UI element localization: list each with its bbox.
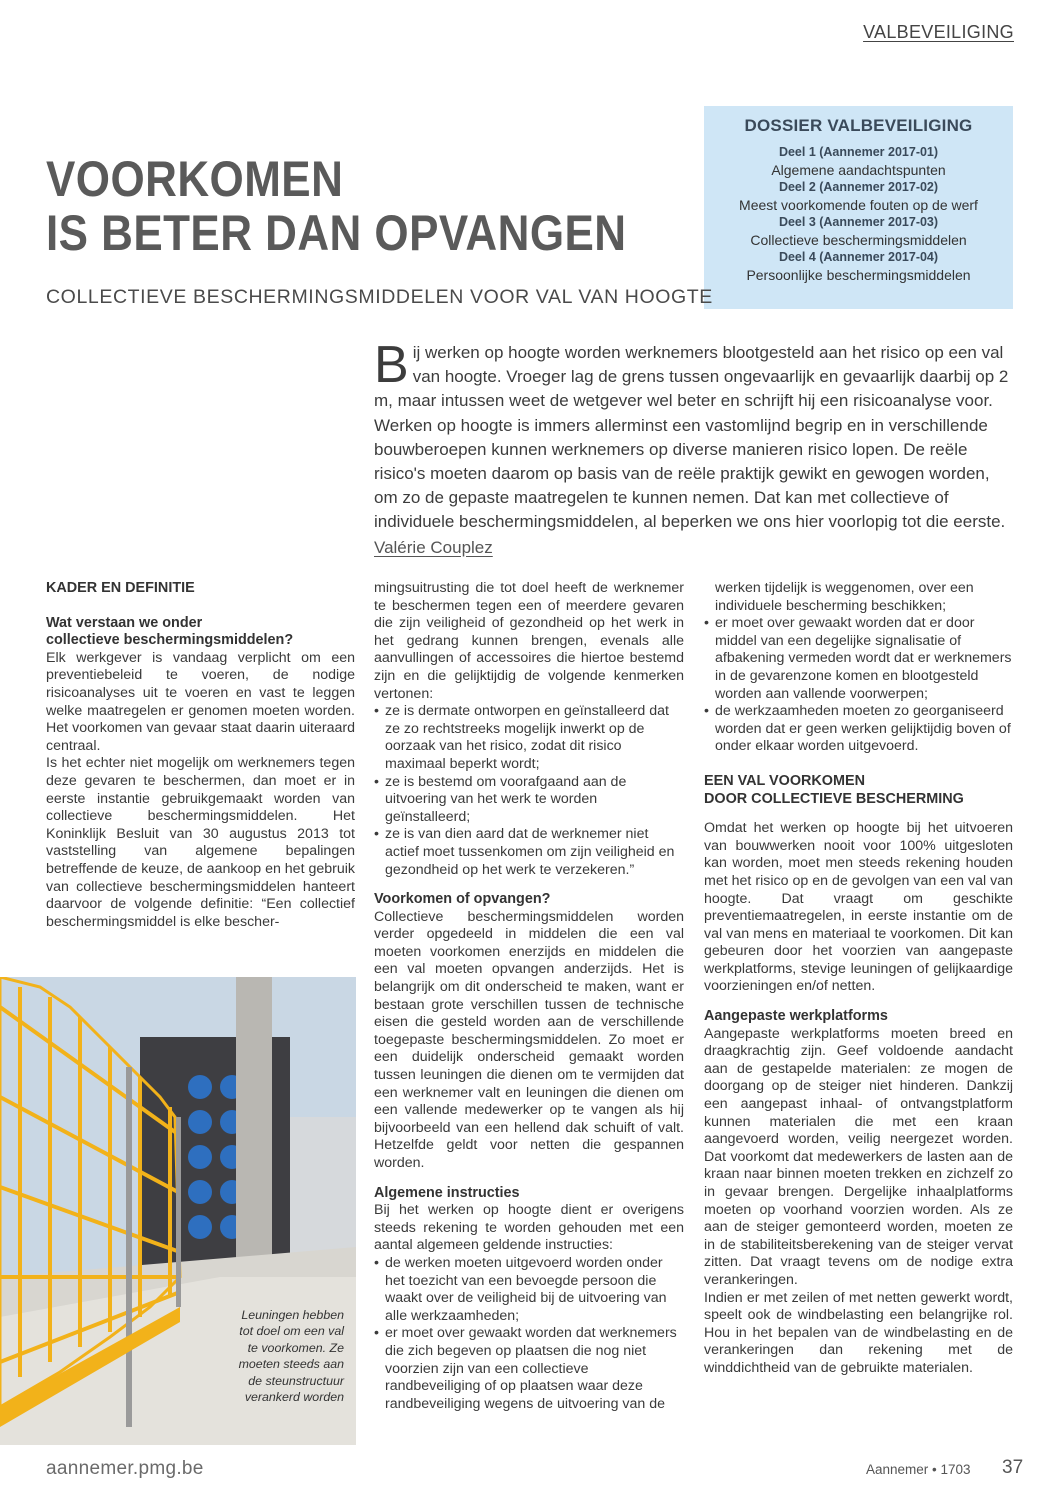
dossier-part-desc: Meest voorkomende fouten op de werf xyxy=(739,197,978,213)
subheading: Voorkomen of opvangen? xyxy=(374,891,551,908)
title-line-1: VOORKOMEN xyxy=(46,151,344,207)
intro-paragraph xyxy=(374,336,1014,535)
footer-url[interactable]: aannemer.pmg.be xyxy=(46,1458,204,1479)
body-paragraph: Is het echter niet mogelijk om werknemers tegen deze gevaren te beschermen, dan moet er in eerste instantie gebruikgemaakt worden van collectieve beschermingsmiddelen. Het Koninklijk Besluit van 30 augustus 2013 tot vaststelling van algemene bepalingen betreffende de keuze, de aankoop en het gebruik van collectieve beschermingsmiddelen hanteert daarvoor de volgende definitie: “Een collectief beschermingsmiddel is elke bescher- xyxy=(46,755,355,930)
body-paragraph: werken tijdelijk is weggenomen, over een individuele bescherming beschikken; xyxy=(715,580,974,614)
list-item: • de werken moeten uitgevoerd worden onder het toezicht van een bevoegde persoon die waakt over de veiligheid bij de uitvoering van alle werkzaamheden; xyxy=(374,1255,684,1325)
list-item: • er moet over gewaakt worden dat er door middel van een degelijke signalisatie of afbakening vermeden wordt dat er werknemers in de gevarenzone komen en blootgesteld worden aan vallende voorwerpen; xyxy=(704,615,1013,703)
list-item: • er moet over gewaakt worden dat werknemers die zich begeven op plaatsen die nog niet voorzien zijn van een collectieve randbeveiliging of op plaatsen waar deze randbeveiliging wegens de uitvoering van de xyxy=(374,1325,684,1413)
list-item: • ze is bestemd om voorafgaand aan de uitvoering van het werk te worden geïnstalleerd; xyxy=(374,774,684,827)
photo-guardrail xyxy=(0,977,356,1445)
section-heading: EEN VAL VOORKOMEN DOOR COLLECTIEVE BESCHERMING xyxy=(704,772,964,807)
dossier-part-desc: Collectieve beschermingsmiddelen xyxy=(750,232,967,248)
bullet-list xyxy=(374,703,684,879)
body-paragraph: Bij het werken op hoogte dient er overigens steeds rekening te worden gehouden met een aantal algemeen geldende instructies: xyxy=(374,1202,684,1254)
bullet-list xyxy=(704,615,1013,756)
drop-cap: B xyxy=(374,336,409,394)
list-item: • ze is dermate ontworpen en geïnstalleerd dat ze zo rechtstreeks mogelijk inwerkt op de oorzaak van het risico, zodat dit risico maximaal beperkt wordt; xyxy=(374,703,684,773)
body-paragraph: Indien er met zeilen of met netten gewerkt wordt, speelt ook de windbelasting een belangrijke rol. Hou in het bepalen van de windbelasting en de verankeringen dan rekening met de winddichtheid van de gebruikte materialen. xyxy=(704,1289,1013,1376)
page-number: 37 xyxy=(1002,1457,1024,1478)
subheading: Aangepaste werkplatforms xyxy=(704,1008,888,1025)
photo-caption: Leuningen hebben tot doel om een val te voorkomen. Ze moeten steeds aan de steunstructuur verankerd worden xyxy=(238,1308,344,1405)
dossier-part-title: Deel 2 (Aannemer 2017-02) xyxy=(778,180,939,194)
body-paragraph: mingsuitrusting die tot doel heeft de werknemer te beschermen tegen een of meerdere gevaren die zijn veiligheid of gezondheid op het werk in het gedrang kunnen brengen, evenals alle aanvullingen of accessoires die hiertoe bestemd zijn en die gelijktijdig de volgende kenmerken vertonen: xyxy=(374,580,684,702)
page-title xyxy=(46,152,626,260)
body-paragraph: Collectieve beschermingsmiddelen worden verder opgedeeld in middelen die een val moeten voorkomen enerzijds en middelen die een val moeten opvangen anderzijds. Het is belangrijk om dit onderscheid te maken, want er bestaan grote verschillen tussen de technische eisen die gesteld worden aan de verschillende toegepaste beschermingsmiddelen. Zo moet er een duidelijk onderscheid gemaakt worden tussen leuningen die dienen om te vermijden dat een werknemer valt en leuningen die dienen om een vallende medewerker op te vangen als hij bijvoorbeeld van een hellend dak schuift of valt. Hetzelfde geldt voor netten die gespannen worden. xyxy=(374,908,684,1171)
dossier-part-title: Deel 1 (Aannemer 2017-01) xyxy=(778,145,939,159)
column-1 xyxy=(46,580,355,931)
dossier-part-title: Deel 4 (Aannemer 2017-04) xyxy=(778,250,939,264)
subheading: Algemene instructies xyxy=(374,1184,520,1201)
column-2 xyxy=(374,580,684,1413)
section-heading: KADER EN DEFINITIE xyxy=(46,580,195,596)
list-item: • ze is van dien aard dat de werknemer niet actief moet tussenkomen om zijn veiligheid en gezondheid op het werk te verzekeren.” xyxy=(374,826,684,879)
section-tag: VALBEVEILIGING xyxy=(863,22,1014,42)
body-paragraph: Omdat het werken op hoogte bij het uitvoeren van bouwwerken nooit voor 100% uitgesloten kan worden, moet men steeds rekening houden met het risico op en de gevolgen van een val van hoogte. Dat vraagt om geschikte preventiemaatregelen, in eerste instantie om de val van mens en materiaal te voorkomen. Dit kan gebeuren door het voorzien van aangepaste werkplatforms, stevige leuningen of gelijkaardige voorzieningen en/of netten. xyxy=(704,820,1013,995)
body-paragraph: Aangepaste werkplatforms moeten breed en draagkrachtig zijn. Geef voldoende aandacht aan de gestapelde materialen: ze mogen de doorgang op de steiger niet hinderen. Dankzij een aangepast inhaal- of ontvangstplatform kunnen materialen die met een kraan aangevoerd worden, veilig neergezet worden. Dat voorkomt dat medewerkers de lasten aan de kraan naar binnen moeten trekken en zichzelf zo in gevaar brengen. Dergelijke inhaalplatforms moeten op voorhand voorzien worden. Als ze aan de steiger gemonteerd worden, moeten ze in de stabiliteitsberekening van de steiger vervat zitten. Dat vraagt tevens om de nodige extra verankeringen. xyxy=(704,1025,1013,1288)
title-line-2: IS BETER DAN OPVANGEN xyxy=(46,205,627,261)
dossier-part-title: Deel 3 (Aannemer 2017-03) xyxy=(778,215,939,229)
subheading: Wat verstaan we onder collectieve beschermingsmiddelen? xyxy=(46,614,294,649)
intro-text: ij werken op hoogte worden werknemers blootgesteld aan het risico op een val van hoogte. Vroeger lag de grens tussen ongevaarlijk en gevaarlijk daarbij op 2 m, maar intussen weet de wetgever wel beter en schrijft hij een risicoanalyse voor. Werken op hoogte is immers allerminst een vastomlijnd begrip en in verschillende bouwberoepen kunnen werknemers op diverse manieren risico lopen. De reële risico's moeten daarom op basis van de reële praktijk gewikt en gewogen worden, om zo de gepaste maatregelen te kunnen nemen. Dat kan met collectieve of individuele beschermingsmiddelen, al beperken we ons hier voorlopig tot die eerste. xyxy=(374,343,1009,532)
footer-magazine: Aannemer • 1703 xyxy=(866,1462,971,1477)
body-paragraph: Elk werkgever is vandaag verplicht om een preventiebeleid te voeren, de nodige risicoanalyses uit te voeren en vast te leggen welke maatregelen er genomen moeten worden. Het voorkomen van gevaar staat daarin uiteraard centraal. xyxy=(46,649,355,754)
page-subtitle: COLLECTIEVE BESCHERMINGSMIDDELEN VOOR VAL VAN HOOGTE xyxy=(46,286,713,308)
bullet-list xyxy=(374,1255,684,1413)
author-byline: Valérie Couplez xyxy=(374,538,493,557)
dossier-part-desc: Algemene aandachtspunten xyxy=(771,162,946,178)
dossier-title: DOSSIER VALBEVEILIGING xyxy=(744,116,973,135)
column-3 xyxy=(704,580,1013,1378)
dossier-part-desc: Persoonlijke beschermingsmiddelen xyxy=(746,267,971,283)
list-item: • de werkzaamheden moeten zo georganiseerd worden dat er geen werken gelijktijdig boven of onder elkaar worden uitgevoerd. xyxy=(704,703,1013,756)
dossier-box xyxy=(704,106,1013,309)
